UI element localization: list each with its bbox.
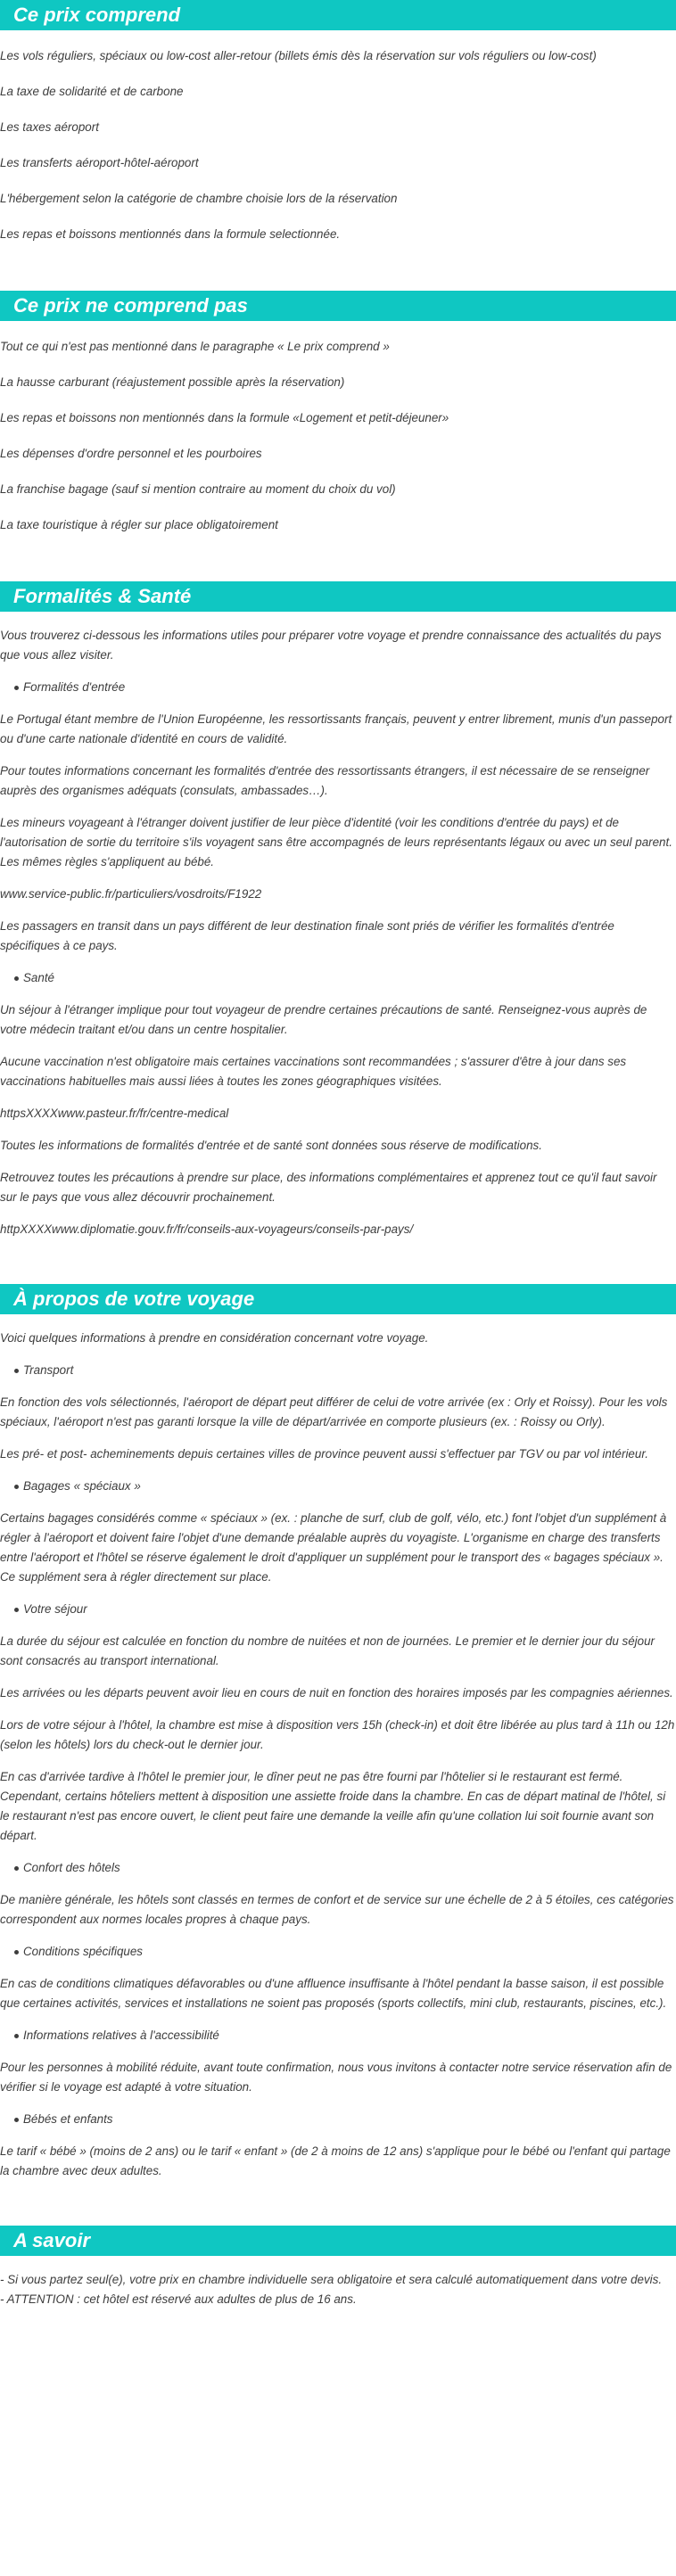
- list-item: Transport: [0, 1361, 676, 1380]
- list-item: Informations relatives à l'accessibilité: [0, 2026, 676, 2045]
- paragraph: La franchise bagage (sauf si mention contraire au moment du choix du vol): [0, 482, 396, 496]
- paragraph: Retrouvez toutes les précautions à prendre sur place, des informations complémentaires et apprenez tout ce qu'il faut savoir sur le pays que vous allez découvrir prochainement.: [0, 1171, 657, 1204]
- paragraph: Voici quelques informations à prendre en considération concernant votre voyage.: [0, 1331, 429, 1345]
- section-a-savoir: [0, 2226, 676, 2309]
- list-item: Formalités d'entrée: [0, 678, 676, 697]
- paragraph: Toutes les informations de formalités d'entrée et de santé sont données sous réserve de modifications.: [0, 1139, 542, 1152]
- paragraph: En fonction des vols sélectionnés, l'aéroport de départ peut différer de celui de votre arrivée (ex : Orly et Roissy). Pour les vols spéciaux, l'aéroport n'est pas garanti lorsque la ville de départ/arrivée en comporte plusieurs (ex. : Roissy ou Orly).: [0, 1395, 668, 1428]
- link-service-public[interactable]: www.service-public.fr/particuliers/vosdroits/F1922: [0, 887, 262, 901]
- paragraph: En cas d'arrivée tardive à l'hôtel le premier jour, le dîner peut ne pas être fourni par l'hôtelier si le restaurant est fermé. Cependant, certains hôteliers mettent à disposition une assiette froide dans la chambre. En cas de départ matinal de l'hôtel, si le restaurant n'est pas encore ouvert, le client peut faire une demande la veille afin qu'une collation lui soit fournie avant son départ.: [0, 1770, 666, 1842]
- paragraph: La taxe de solidarité et de carbone: [0, 85, 184, 98]
- paragraph: De manière générale, les hôtels sont classés en termes de confort et de service sur une échelle de 2 à 5 étoiles, ces catégories correspondent aux normes locales propres à chaque pays.: [0, 1893, 674, 1926]
- link-diplomatie[interactable]: httpXXXXwww.diplomatie.gouv.fr/fr/conseils-aux-voyageurs/conseils-par-pays/: [0, 1222, 414, 1236]
- paragraph: La durée du séjour est calculée en fonction du nombre de nuitées et non de journées. Le premier et le dernier jour du séjour sont consacrés au transport international.: [0, 1634, 655, 1667]
- paragraph: Les passagers en transit dans un pays différent de leur destination finale sont priés de vérifier les formalités d'entrée spécifiques à ce pays.: [0, 919, 614, 952]
- section-a-propos-voyage: [0, 1284, 676, 2181]
- section-title: Ce prix comprend: [0, 0, 676, 30]
- list-item: Confort des hôtels: [0, 1858, 676, 1878]
- paragraph: Les arrivées ou les départs peuvent avoir lieu en cours de nuit en fonction des horaires imposés par les compagnies aériennes.: [0, 1686, 673, 1700]
- link-pasteur[interactable]: httpsXXXXwww.pasteur.fr/fr/centre-medical: [0, 1107, 229, 1120]
- list-item: Bébés et enfants: [0, 2110, 676, 2129]
- paragraph: Les pré- et post- acheminements depuis certaines villes de province peuvent aussi s'effectuer par TGV ou par vol intérieur.: [0, 1447, 649, 1461]
- paragraph: Pour les personnes à mobilité réduite, avant toute confirmation, nous vous invitons à contacter notre service réservation afin de vérifier si le voyage est adapté à votre situation.: [0, 2061, 672, 2094]
- section-title: À propos de votre voyage: [0, 1284, 676, 1314]
- paragraph: - Si vous partez seul(e), votre prix en chambre individuelle sera obligatoire et sera calculé automatiquement dans votre devis.: [0, 2273, 663, 2286]
- paragraph: Vous trouverez ci-dessous les informations utiles pour préparer votre voyage et prendre connaissance des actualités du pays que vous allez visiter.: [0, 629, 662, 662]
- paragraph: Les repas et boissons mentionnés dans la formule selectionnée.: [0, 227, 341, 241]
- paragraph: La hausse carburant (réajustement possible après la réservation): [0, 375, 345, 389]
- section-prix-ne-comprend-pas: [0, 291, 676, 535]
- section-title: Formalités & Santé: [0, 581, 676, 612]
- section-prix-comprend: [0, 0, 676, 244]
- paragraph: Tout ce qui n'est pas mentionné dans le paragraphe « Le prix comprend »: [0, 340, 390, 353]
- paragraph: Certains bagages considérés comme « spéciaux » (ex. : planche de surf, club de golf, vélo, etc.) font l'objet d'un supplément à régler à l'aéroport et doivent faire l'objet d'une demande préalable auprès du voyagiste. L'organisme en charge des transferts entre l'aéroport et l'hôtel se réserve également le droit d'appliquer un supplément pour le transport des « bagages spéciaux ». Ce supplément sera à régler directement sur place.: [0, 1511, 667, 1584]
- paragraph: En cas de conditions climatiques défavorables ou d'une affluence insuffisante à l'hôtel pendant la basse saison, il est possible que certaines activités, services et installations ne soient pas proposés (sports collectifs, mini club, restaurants, piscines, etc.).: [0, 1977, 667, 2010]
- list-item: Votre séjour: [0, 1600, 676, 1619]
- paragraph: Les dépenses d'ordre personnel et les pourboires: [0, 447, 262, 460]
- paragraph: Les mineurs voyageant à l'étranger doivent justifier de leur pièce d'identité (voir les conditions d'entrée du pays) et de l'autorisation de sortie du territoire s'ils voyagent sans être accompagnés de leurs représentants légaux ou avec un seul parent. Les mêmes règles s'appliquent au bébé.: [0, 816, 672, 868]
- paragraph: - ATTENTION : cet hôtel est réservé aux adultes de plus de 16 ans.: [0, 2292, 357, 2306]
- list-item: Conditions spécifiques: [0, 1942, 676, 1962]
- paragraph: L'hébergement selon la catégorie de chambre choisie lors de la réservation: [0, 192, 398, 205]
- section-title: Ce prix ne comprend pas: [0, 291, 676, 321]
- paragraph: Lors de votre séjour à l'hôtel, la chambre est mise à disposition vers 15h (check-in) et doit être libérée au plus tard à 11h ou 12h (selon les hôtels) lors du check-out le dernier jour.: [0, 1718, 675, 1751]
- paragraph: Les taxes aéroport: [0, 120, 99, 134]
- paragraph: Les repas et boissons non mentionnés dans la formule «Logement et petit-déjeuner»: [0, 411, 449, 424]
- section-title: A savoir: [0, 2226, 676, 2256]
- paragraph: La taxe touristique à régler sur place obligatoirement: [0, 518, 278, 531]
- paragraph: Les vols réguliers, spéciaux ou low-cost aller-retour (billets émis dès la réservation sur vols réguliers ou low-cost): [0, 49, 597, 62]
- list-item: Bagages « spéciaux »: [0, 1477, 676, 1496]
- paragraph: Un séjour à l'étranger implique pour tout voyageur de prendre certaines précautions de santé. Renseignez-vous auprès de votre médecin traitant et/ou dans un centre hospitalier.: [0, 1003, 647, 1036]
- list-item: Santé: [0, 968, 676, 988]
- section-formalites-sante: [0, 581, 676, 1239]
- paragraph: Le tarif « bébé » (moins de 2 ans) ou le tarif « enfant » (de 2 à moins de 12 ans) s'applique pour le bébé ou l'enfant qui partage la chambre avec deux adultes.: [0, 2144, 671, 2177]
- paragraph: Les transferts aéroport-hôtel-aéroport: [0, 156, 199, 169]
- paragraph: Pour toutes informations concernant les formalités d'entrée des ressortissants étrangers, il est nécessaire de se renseigner auprès des organismes adéquats (consulats, ambassades…).: [0, 764, 650, 797]
- paragraph: Aucune vaccination n'est obligatoire mais certaines vaccinations sont recommandées ; s'assurer d'être à jour dans ses vaccinations habituelles mais aussi liées à toutes les zones géographiques visitées.: [0, 1055, 627, 1088]
- paragraph: Le Portugal étant membre de l'Union Européenne, les ressortissants français, peuvent y entrer librement, munis d'un passeport ou d'une carte nationale d'identité en cours de validité.: [0, 712, 672, 745]
